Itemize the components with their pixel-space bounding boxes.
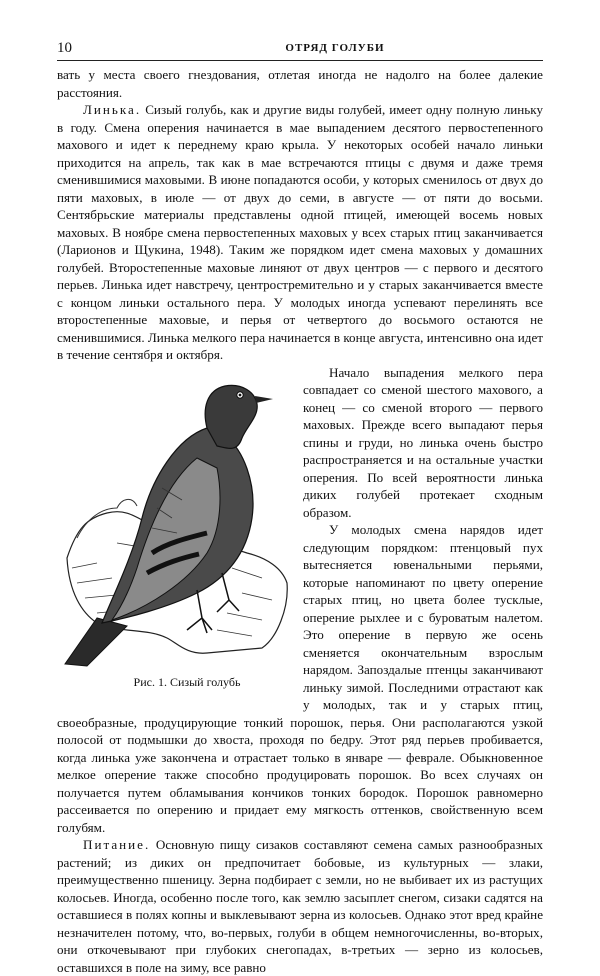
paragraph-small-feathers-text: Начало выпадения мелкого пера совпадает со сменой шестого махового, а конец — со сменой второго — первого маховых. Прежде всего выпадают перья спины и груди, но линька очень быстро распространяется и на остальные участки оперения. По всей вероятности линька диких голубей протекает сходным образом. <box>303 364 543 520</box>
paragraph-molting <box>57 101 543 364</box>
section-heading-feeding: Питание. <box>83 837 151 852</box>
figure-pigeon <box>57 368 291 701</box>
paragraph-continuation: вать у места своего гнездования, отлетая иногда не надолго на более далекие расстояния. <box>57 67 543 100</box>
page-number: 10 <box>57 40 72 56</box>
paragraph-molting-lead: Сизый голубь, как и другие виды голубей, имеет одну полную линьку в году. Смена оперения начинается в мае выпадением десятого первостепенного махового и идет к переднему краю крыла. У некоторых особей начало линьки приходится на апрель, так как в мае встречаются птицы с двумя и даже тремя сменившимися маховыми. В июне попадаются особи, у которых сменилось от двух до пяти маховых, в июле — от двух до семи, в августе — от пяти до восьми. Сентябрьские материалы представлены одной птицей, имеющей восемь новых маховых. В ноябре смена первостепенных маховых у всех старых птиц заканчивается (Ларионов и Щукина, 1948). Таким же порядком идет смена маховых у домашних голубей. Второстепенные маховые линяют от двух центров — с первого и десятого перьев. Линька идет навстречу, центростремительно и у старых заканчивается вместе с концом линьки остального пера. У молодых иногда успевают перелинять все второстепенные маховые, и перья от четвертого до восьмого остаются не сменившимися. Линька мелкого пера начинается в конце августа, интенсивно она идет в течение сентября и октября. <box>57 102 543 362</box>
running-title: ОТРЯД ГОЛУБИ <box>285 42 385 54</box>
header-rule <box>57 60 543 61</box>
section-heading-molting: Линька. <box>83 102 142 117</box>
body-text <box>57 66 543 976</box>
paragraph-feeding <box>57 836 543 976</box>
pigeon-illustration <box>57 368 291 668</box>
paragraph-feeding-text: Основную пищу сизаков составляют семена самых разнообразных растений; из диких он предпочитает бобовые, из культурных — злаки, преимущественно пшеницу. Зерна подбирает с земли, но не выбивает их из растущих колосьев. Иногда, особенно после того, как землю засыплет снегом, сизаки садятся на оставшиеся в полях копны и выклевывают зерна из колосьев. Однако этот вред крайне незначителен потому, что, во-первых, голуби в общем немногочисленны, во-вторых, они откочевывают при глубоких снегопадах, в-третьих — зерно из колосьев, оставшихся в поле на зиму, все равно <box>57 837 543 975</box>
page-header <box>57 38 543 58</box>
paragraph-young-plumage: У молодых смена нарядов идет следующим порядком: птенцовый пух вытесняется ювенальными перьями, которые напоминают по цвету оперение старых птиц, но цвета более тусклые, оперение рыхлее и с буроватым налетом. Это оперение в первую же осень сменяется окончательным взрослым нарядом. Запоздалые птенцы заканчивают линьку зимой. Последними отрастают как у молодых, так и у старых птиц, своеобразные, продуцирующие тонкий порошок, перья. Они располагаются узкой полосой от подмышки до хвоста, проходя по бедру. Этот ряд перьев пробивается, когда линька уже закончена и отрастает только в январе — феврале. Обыкновенное мелкое оперение также способно продуцировать порошок. Во всех случаях он получается путем обламывания кончиков тонких бородок. Порошок равномерно рассеивается по оперению и придает ему мягкость оттенков, свойственную всем голубям. <box>57 522 543 835</box>
figure-caption: Рис. 1. Сизый голубь <box>133 674 241 689</box>
